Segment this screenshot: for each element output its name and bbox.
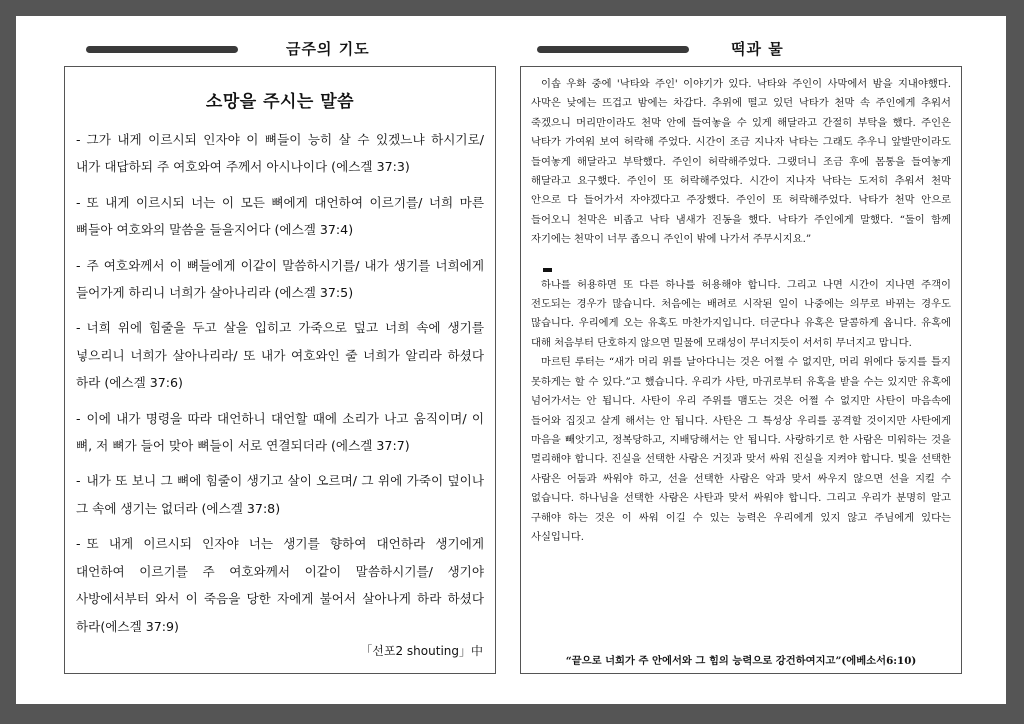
verse-text: 또 내게 이르시되 너는 이 모든 뼈에게 대언하여 이르기를/ 너희 마른 뼈들아 여호와의 말씀을 들을지어다 (에스겔 37:4) xyxy=(76,194,484,238)
verse-text: 너희 위에 힘줄을 두고 살을 입히고 가죽으로 덮고 너희 속에 생기를 넣으리니 너희가 살아나리라/ 또 내가 여호와인 줄 너희가 알리라 하셨다 하라 (에스겔 37:6) xyxy=(76,320,484,391)
verse-dash: - xyxy=(76,132,81,147)
verse-text: 또 내게 이르시되 인자야 너는 생기를 향하여 대언하라 생기에게 대언하여 이르기를 주 여호와께서 이같이 말씀하시기를/ 생기야 사방에서부터 와서 이 죽음을 당한 자에게 불어서 살아나게 하라 하셨다 하라(에스겔 37:9) xyxy=(76,536,484,634)
story-paragraph: 이솝 우화 중에 '낙타와 주인' 이야기가 있다. 낙타와 주인이 사막에서 밤을 지내야했다. 사막은 낮에는 뜨겁고 밤에는 차갑다. 추위에 떨고 있던 낙타가 천막 속 주인에게 추워서 죽겠으니 머리만이라도 천막 안에 들여놓을 수 있게 해달라고 간절히 부탁을 했다. 주인은 낙타가 가여워 보여 허락해 주었다. 시간이 조금 지나자 낙타는 그래도 추우니 앞발만이라도 들여놓게 해달라고 부탁했다. 주인이 허락해주었다. 그랬더니 조금 후에 몸통을 들여놓게 해달라고 요구했다. 주인이 또 허락해주었다. 시간이 지나자 낙타는 도저히 추워서 천막 안으로 다 들어가서 자야겠다고 주장했다. 주인이 또 허락해주었다. 낙타가 천막 안으로 들어오니 천막은 비좁고 낙타 냄새가 진동을 했다. 낙타가 주인에게 말했다. “둘이 함께 자기에는 천막이 너무 좁으니 주인이 밖에 나가서 주무시지요.” xyxy=(531,78,951,246)
verse-dash: - xyxy=(76,410,81,426)
verse-dash: - xyxy=(76,320,81,336)
verse-text: 그가 내게 이르시되 인자야 이 뼈들이 능히 살 수 있겠느냐 하시기로/ 내가 대답하되 주 여호와여 주께서 아시나이다 (에스겔 37:3) xyxy=(76,132,484,175)
verse-dash: - xyxy=(76,536,81,552)
section-marker xyxy=(543,268,552,272)
closing-verse: “끝으로 너희가 주 안에서와 그 힘의 능력으로 강건하여지고”(에베소서6:10) xyxy=(565,655,917,667)
verse-item xyxy=(76,126,484,181)
verse-item xyxy=(76,252,484,307)
verse-text: 내가 또 보니 그 뼈에 힘줄이 생기고 살이 오르며/ 그 위에 가죽이 덮이나 그 속에 생기는 없더라 (에스겔 37:8) xyxy=(76,473,484,516)
left-header-title: 금주의 기도 xyxy=(286,40,370,58)
verse-text: 이에 내가 명령을 따라 대언하니 대언할 때에 소리가 나고 움직이며/ 이 뼈, 저 뼈가 들어 맞아 뼈들이 서로 연결되더라 (에스겔 37:7) xyxy=(76,410,484,454)
scripture-title: 소망을 주시는 말씀 xyxy=(205,92,355,112)
verse-item xyxy=(76,530,484,640)
verse-dash: - xyxy=(76,473,81,489)
essay-box xyxy=(520,66,962,674)
verse-item xyxy=(76,314,484,396)
right-column-header xyxy=(511,42,1006,62)
verse-item xyxy=(76,189,484,244)
scripture-box xyxy=(64,66,496,674)
essay-paragraph: 하나를 허용하면 또 다른 하나를 허용해야 합니다. 그리고 나면 시간이 지나면 주객이 전도되는 경우가 많습니다. 처음에는 배려로 시작된 일이 나중에는 의무로 바뀌는 경우도 많습니다. 우리에게 오는 유혹도 마찬가지입니다. 더군다나 유혹은 달콤하게 옵니다. 유혹에 대해 처음부터 단호하지 않으면 밀물에 모래성이 무너지듯이 서서히 무너지고 맙니다. xyxy=(531,278,951,349)
verse-item xyxy=(76,405,484,460)
verse-dash: - xyxy=(76,257,81,273)
right-header-title: 떡과 물 xyxy=(731,40,784,58)
verse-dash: - xyxy=(76,194,81,210)
right-header-bar xyxy=(537,46,689,53)
scripture-source: 「선포2 shouting」中 xyxy=(360,644,483,658)
verse-item xyxy=(76,467,484,522)
bulletin-sheet xyxy=(16,16,1006,704)
left-column-header xyxy=(16,42,506,62)
essay-paragraph: 마르틴 루터는 “새가 머리 위를 날아다니는 것은 어쩔 수 없지만, 머리 위에다 둥지를 틀지 못하게는 할 수 있다.”고 했습니다. 우리가 사탄, 마귀로부터 유혹을 받을 수는 있지만 유혹에 넘어가서는 안 됩니다. 사탄이 우리 주위를 맴도는 것은 어쩔 수 없지만 사탄이 마음속에 들어와 집짓고 살게 해서는 안 됩니다. 사탄은 그 특성상 우리를 공격할 것이지만 사탄에게 마음을 빼앗기고, 정복당하고, 지배당해서는 안 됩니다. 사랑하기로 한 사람은 미워하는 것을 멀리해야 합니다. 진실을 선택한 사람은 거짓과 맞서 싸워 진실을 지켜야 합니다. 빛을 선택한 사람은 어둠과 싸워야 하고, 선을 선택한 사람은 악과 맞서 싸우지 않으면 선을 지킬 수 없습니다. 하나님을 선택한 사람은 사탄과 맞서 싸워야 합니다. 그리고 우리가 분명히 알고 구해야 하는 것은 이 싸워 이길 수 있는 능력은 우리에게 있지 않고 주님에게 있다는 사실입니다. xyxy=(531,356,951,543)
verse-text: 주 여호와께서 이 뼈들에게 이같이 말씀하시기를/ 내가 생기를 너희에게 들어가게 하리니 너희가 살아나리라 (에스겔 37:5) xyxy=(76,257,484,301)
left-header-bar xyxy=(86,46,238,53)
